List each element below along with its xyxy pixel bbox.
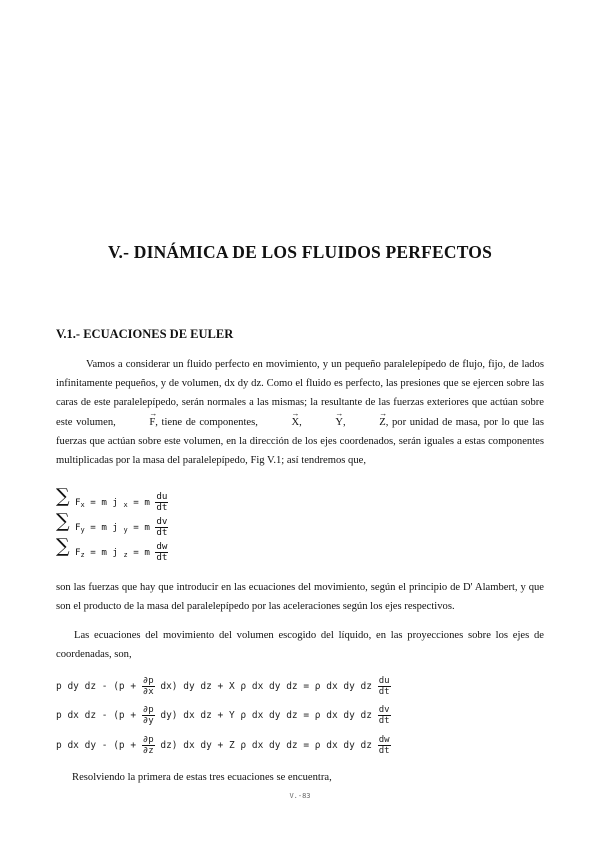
motion-equation-x (56, 676, 391, 697)
eq-pre: p dy dz - (p + (56, 681, 142, 692)
eq-mid: = m j (84, 547, 124, 558)
fraction-num: du (156, 491, 168, 502)
fraction (378, 735, 391, 756)
partial-den: ∂x (142, 687, 154, 697)
accel-axis: z (123, 551, 128, 559)
fraction (378, 705, 391, 726)
eq-equals: = m (127, 497, 156, 508)
sigma-symbol: ∑ (56, 485, 70, 507)
partial-den: ∂y (142, 716, 154, 726)
motion-equation-y (56, 705, 391, 726)
vector-Z: → Z (349, 413, 385, 432)
section-heading: V.1.- ECUACIONES DE EULER (56, 327, 234, 341)
fraction-num: dw (378, 735, 390, 745)
intro-paragraph: Vamos a considerar un fluido perfecto en movimiento, y un pequeño paralelepípedo de flujo, fijo, de lados infinitamente pequeños, y de volumen, dx dy dz. Como el fluido es perfecto, las presiones que se ejercen sobre las caras de este paralelepípedo, serán normales a las mismas; la resultante de las fuerzas exteriores que actúan sobre este volumen, → F, tiene de componentes, → X, → Y, → Z, por unidad de masa, por lo que las fuerzas que actúan sobre este volumen, en la dirección de los ejes coordenados, serán iguales a estas componentes multiplicadas por la masa del paralelepípedo, Fig V.1; así tendremos que, (56, 355, 544, 470)
eq-pre: p dx dz - (p + (56, 710, 142, 721)
fraction (378, 676, 391, 697)
fraction-den: dt (378, 687, 390, 697)
sigma-symbol: ∑ (56, 510, 70, 532)
fraction-den: dt (156, 552, 168, 563)
intro-text-mid: , tiene de componentes, (155, 416, 262, 428)
partial-fraction (142, 705, 155, 726)
partial-num: ∂p (142, 676, 154, 686)
partial-num: ∂p (142, 735, 154, 745)
resolving-paragraph: Resolviendo la primera de estas tres ecuaciones se encuentra, (72, 772, 332, 783)
fraction-den: dt (156, 527, 168, 538)
force-symbol: F (75, 547, 81, 558)
force-symbol: F (75, 522, 81, 533)
fraction-den: dt (378, 746, 390, 756)
eq-pre: p dx dy - (p + (56, 740, 142, 751)
eq-mid: = m j (84, 497, 124, 508)
eq-equals: = m (127, 547, 156, 558)
eq-mid: dx) dy dz + X ρ dx dy dz = ρ dx dy dz (154, 681, 378, 692)
fraction-num: dw (156, 541, 168, 552)
fraction-num: dv (156, 516, 168, 527)
force-symbol: F (75, 497, 81, 508)
motion-equation-z (56, 735, 391, 756)
partial-den: ∂z (142, 746, 154, 756)
accel-axis: y (123, 526, 128, 534)
dalembert-paragraph: son las fuerzas que hay que introducir en las ecuaciones del movimiento, según el principio de D' Alambert, y que son el producto de la masa del paralelepípedo por las aceleraciones según los ejes respectivos. (56, 582, 544, 613)
chapter-title: V.- DINÁMICA DE LOS FLUIDOS PERFECTOS (107, 242, 493, 262)
partial-num: ∂p (142, 705, 154, 715)
eq-mid: dz) dx dy + Z ρ dx dy dz = ρ dx dy dz (154, 740, 378, 751)
eq-equals: = m (127, 522, 156, 533)
sigma-symbol: ∑ (56, 535, 70, 557)
fraction-num: du (378, 676, 390, 686)
vector-F: → F (119, 413, 155, 432)
fraction-num: dv (378, 705, 390, 715)
intro-text-end: , por unidad de masa, por lo que las fuerzas que actúan sobre este volumen, en la dirección de los ejes coordenados, serán iguales a estas componentes multiplicadas por la masa del paralelepípedo, Fig V.1; así tendremos que, (56, 416, 544, 467)
motion-intro-paragraph: Las ecuaciones del movimiento del volumen escogido del líquido, en las proyecciones sobre los ejes de coordenadas, son, (56, 630, 544, 661)
partial-fraction (142, 735, 155, 756)
fraction (155, 492, 168, 513)
accel-axis: x (123, 501, 128, 509)
eq-mid: = m j (84, 522, 124, 533)
fraction (155, 517, 168, 538)
force-axis: x (80, 501, 85, 509)
eq-mid: dy) dx dz + Y ρ dx dy dz = ρ dx dy dz (154, 710, 378, 721)
fraction (155, 542, 168, 563)
page-footer: V.-83 (289, 792, 311, 800)
fraction-den: dt (378, 716, 390, 726)
force-axis: z (80, 551, 85, 559)
vector-X: → X (261, 413, 299, 432)
vector-Y: → Y (305, 413, 343, 432)
partial-fraction (142, 676, 155, 697)
fraction-den: dt (156, 502, 168, 513)
force-axis: y (80, 526, 85, 534)
intro-text: Vamos a considerar un fluido perfecto en movimiento, y un pequeño paralelepípedo de flujo, fijo, de lados infinitamente pequeños, y de volumen, dx dy dz. Como el fluido es perfecto, las presiones que se ejercen sobre las caras de este paralelepípedo, serán normales a las mismas; la resultante de las fuerzas exteriores que actúan sobre este volumen, (56, 359, 544, 428)
